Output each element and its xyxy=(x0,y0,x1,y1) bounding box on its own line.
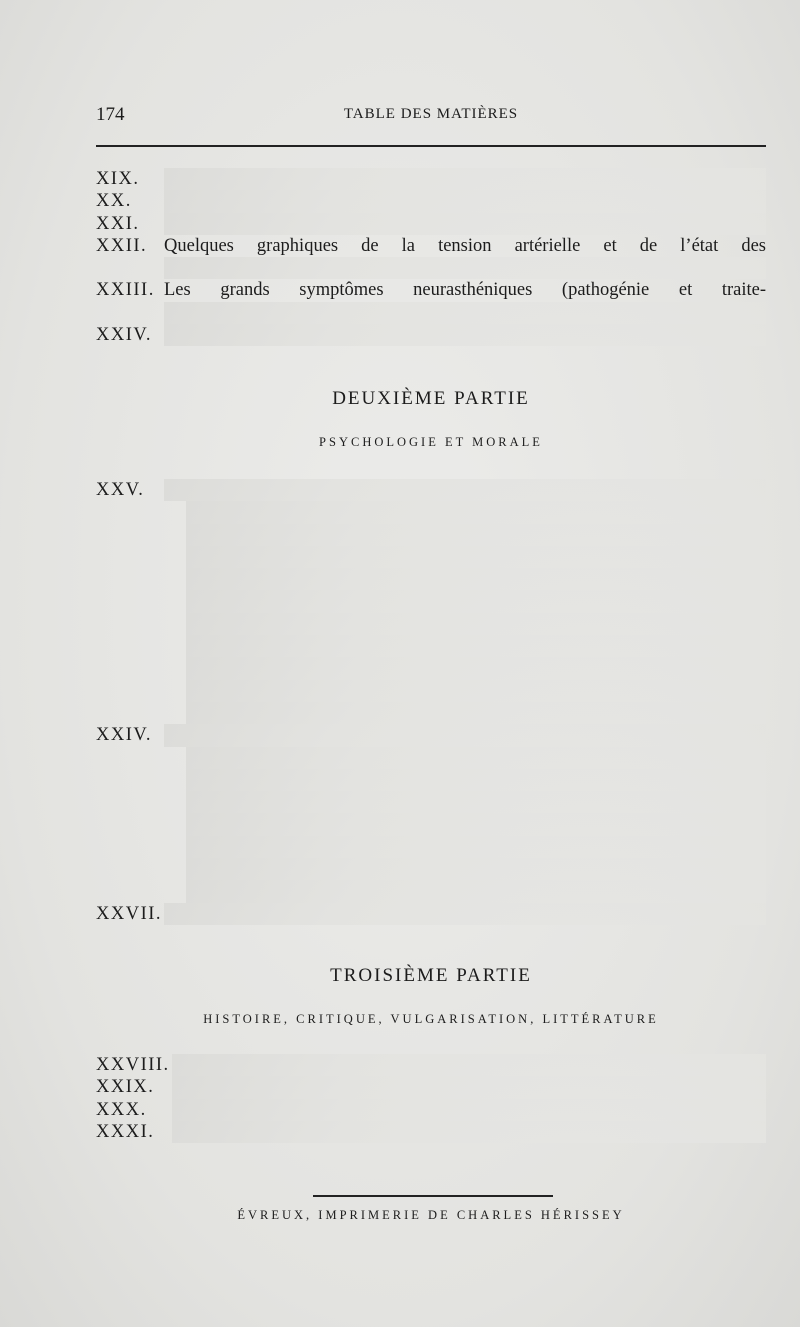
page-ref xyxy=(164,168,766,190)
toc-entry xyxy=(96,257,766,279)
toc-entry xyxy=(96,168,766,190)
toc-subentry xyxy=(96,613,766,635)
part-3-heading: TROISIÈME PARTIE xyxy=(330,965,532,986)
entry-line xyxy=(172,1099,766,1121)
entry-line xyxy=(164,168,766,190)
entry-line xyxy=(172,1121,766,1143)
running-head: TABLE DES MATIÈRES xyxy=(343,106,519,122)
page-ref xyxy=(186,769,766,791)
entry-line xyxy=(164,257,766,279)
chapter-number: XXII. xyxy=(96,235,148,256)
entry-line xyxy=(186,590,766,612)
chapter-number: XXXI. xyxy=(96,1121,155,1142)
toc-entry xyxy=(96,235,766,257)
page-ref xyxy=(172,1054,766,1076)
entry-line xyxy=(164,724,766,746)
part-2-subheading: PSYCHOLOGIE ET MORALE xyxy=(319,435,543,449)
toc-subentry xyxy=(96,635,766,657)
toc-subentry xyxy=(96,524,766,546)
entry-line xyxy=(164,235,766,257)
toc-subentry xyxy=(96,791,766,813)
page-ref xyxy=(186,858,766,880)
page-ref xyxy=(164,724,766,746)
page-ref xyxy=(186,813,766,835)
part-3-subheading: HISTOIRE, CRITIQUE, VULGARISATION, LITTÉRATURE xyxy=(203,1012,659,1026)
page-ref xyxy=(186,702,766,724)
entry-line xyxy=(186,657,766,679)
toc-entry xyxy=(96,1054,766,1076)
toc-entry xyxy=(96,479,766,501)
page-ref xyxy=(186,747,766,769)
entry-line xyxy=(172,1076,766,1098)
entry-line xyxy=(164,302,766,324)
entry-line xyxy=(164,903,766,925)
entry-line xyxy=(186,747,766,769)
entry-line xyxy=(164,213,766,235)
chapter-number: XIX. xyxy=(96,169,140,189)
page-ref xyxy=(172,1076,766,1098)
page-ref xyxy=(186,546,766,568)
toc-entry xyxy=(96,903,766,925)
entry-line xyxy=(186,791,766,813)
chapter-number: XX. xyxy=(96,191,132,212)
page-ref xyxy=(186,836,766,858)
chapter-number: XXIX. xyxy=(96,1077,155,1098)
toc-subentry xyxy=(96,568,766,590)
header-rule xyxy=(96,145,766,147)
entry-line xyxy=(186,568,766,590)
page-ref xyxy=(164,213,766,235)
toc-entry xyxy=(96,213,766,235)
entry-line xyxy=(186,880,766,902)
entry-line xyxy=(186,546,766,568)
page-ref xyxy=(186,613,766,635)
entry-line xyxy=(186,524,766,546)
page-ref xyxy=(186,501,766,523)
page-ref xyxy=(172,1121,766,1143)
toc-section-2 xyxy=(96,479,766,925)
toc-entry xyxy=(96,302,766,324)
toc-subentry xyxy=(96,702,766,724)
page-ref xyxy=(186,680,766,702)
entry-line xyxy=(172,1054,766,1076)
toc-entry xyxy=(96,190,766,212)
entry-line xyxy=(164,479,766,501)
page-ref xyxy=(164,479,766,501)
entry-line xyxy=(164,324,766,346)
page-ref xyxy=(164,257,766,279)
toc-subentry xyxy=(96,680,766,702)
toc-subentry xyxy=(96,880,766,902)
toc-subentry xyxy=(96,836,766,858)
entry-line xyxy=(186,836,766,858)
toc-entry xyxy=(96,324,766,346)
entry-line xyxy=(186,702,766,724)
entry-line xyxy=(186,635,766,657)
page-ref xyxy=(186,524,766,546)
toc-entry xyxy=(96,279,766,301)
toc-subentry xyxy=(96,501,766,523)
toc-entry xyxy=(96,724,766,746)
colophon: ÉVREUX, IMPRIMERIE DE CHARLES HÉRISSEY xyxy=(237,1208,625,1222)
entry-line xyxy=(186,680,766,702)
toc-subentry xyxy=(96,590,766,612)
page-header xyxy=(96,104,766,130)
toc-subentry xyxy=(96,747,766,769)
page-ref xyxy=(186,880,766,902)
chapter-number: XXIV. xyxy=(96,325,152,346)
toc-entry xyxy=(96,1121,766,1143)
entry-line xyxy=(186,813,766,835)
toc-section-1 xyxy=(96,168,766,346)
entry-title: Les grands symptômes neurasthéniques (pathogénie et traite- xyxy=(164,280,766,301)
part-2-heading: DEUXIÈME PARTIE xyxy=(332,388,530,409)
entry-line xyxy=(186,769,766,791)
page-ref xyxy=(164,190,766,212)
chapter-number: XXVII. xyxy=(96,903,163,924)
chapter-number: XXI. xyxy=(96,213,140,234)
entry-line xyxy=(164,279,766,301)
page-number: 174 xyxy=(96,104,125,125)
toc-section-3 xyxy=(96,1054,766,1143)
toc-subentry xyxy=(96,858,766,880)
toc-subentry xyxy=(96,657,766,679)
page-ref xyxy=(186,568,766,590)
page-ref xyxy=(186,635,766,657)
page-ref xyxy=(172,1099,766,1121)
toc-subentry xyxy=(96,769,766,791)
chapter-number: XXIV. xyxy=(96,725,152,746)
entry-line xyxy=(186,858,766,880)
entry-line xyxy=(164,190,766,212)
toc-entry xyxy=(96,1076,766,1098)
chapter-number: XXVIII. xyxy=(96,1055,170,1075)
entry-line xyxy=(186,501,766,523)
chapter-number: XXIII. xyxy=(96,280,155,301)
toc-subentry xyxy=(96,546,766,568)
entry-line xyxy=(186,613,766,635)
page-ref xyxy=(164,302,766,324)
page-ref xyxy=(164,324,766,346)
page-ref xyxy=(186,657,766,679)
page-ref xyxy=(164,903,766,925)
page-ref xyxy=(186,590,766,612)
footer-rule xyxy=(313,1195,553,1197)
toc-subentry xyxy=(96,813,766,835)
chapter-number: XXV. xyxy=(96,480,145,500)
chapter-number: XXX. xyxy=(96,1099,147,1120)
toc-entry xyxy=(96,1099,766,1121)
page-ref xyxy=(186,791,766,813)
entry-title: Quelques graphiques de la tension artérielle et de l’état des xyxy=(164,235,766,256)
